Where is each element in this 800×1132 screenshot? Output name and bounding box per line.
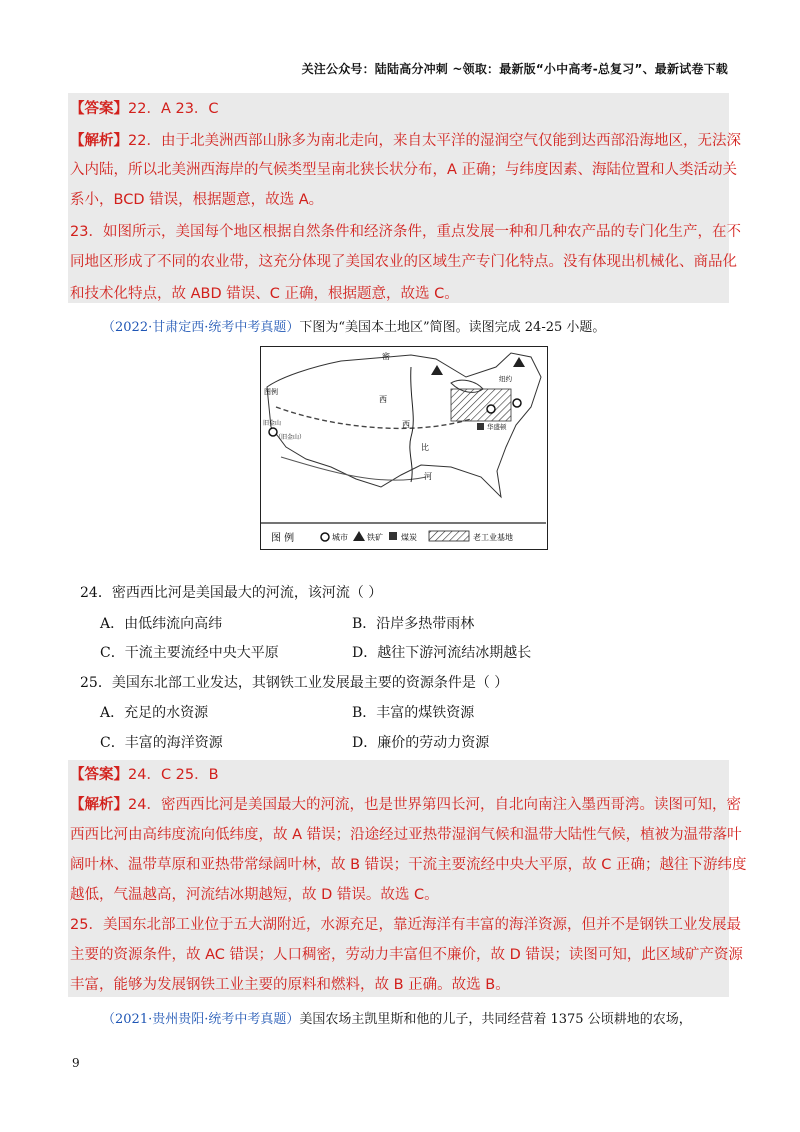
question-source — [102, 316, 605, 335]
city-icon — [321, 533, 329, 541]
iron-icon — [431, 365, 443, 375]
map-label: 密 — [382, 352, 390, 361]
option-C[interactable]: C．丰富的海洋资源 — [100, 735, 223, 751]
analysis-line: 阔叶林、温带草原和亚热带常绿阔叶林，故 B 错误；干流主要流经中央大平原，故 C 正确；越往下游纬度 — [70, 857, 747, 873]
option-B[interactable]: B．丰富的煤铁资源 — [352, 705, 475, 721]
mississippi-river — [410, 367, 413, 482]
city-label-west: 旧金山 — [263, 420, 282, 427]
border-line — [276, 407, 471, 428]
coal-icon — [477, 423, 484, 430]
legend-base: 老工业基地 — [473, 533, 513, 542]
analysis-text: 22．由于北美洲西部山脉多为南北走向，来自太平洋的湿润空气仅能到达西部沿海地区，无法深 — [128, 133, 741, 149]
analysis-tag: 【解析】 — [70, 133, 128, 149]
answer-line — [70, 763, 730, 784]
analysis-line: 同地区形成了不同的农业带，这充分体现了美国农业的区域生产专门化特点。没有体现出机械化、商品化 — [70, 254, 737, 270]
source-tag: （2021·贵州贵阳·统考中考真题） — [102, 1012, 300, 1027]
legend-city: 城市 — [332, 533, 348, 542]
source-tag: （2022·甘肃定西·统考中考真题） — [102, 320, 300, 335]
border-line — [281, 457, 426, 480]
analysis-text: 24．密西西比河是美国最大的河流，也是世界第四长河，自北向南注入墨西哥湾。读图可知，密 — [128, 797, 741, 813]
analysis-line: 主要的资源条件，故 AC 错误；人口稠密，劳动力丰富但不廉价，故 D 错误；读图可知，此区域矿产资源 — [70, 947, 743, 963]
analysis-line: 和技术化特点，故 ABD 错误、C 正确，根据题意，故选 C。 — [70, 286, 459, 302]
option-A[interactable]: A．充足的水资源 — [100, 705, 209, 721]
city-icon — [513, 399, 521, 407]
legend-iron: 铁矿 — [367, 533, 383, 542]
analysis-line: 入内陆，所以北美洲西海岸的气候类型呈南北狭长状分布，A 正确；与纬度因素、海陆位置和人类活动关 — [70, 162, 738, 178]
answer-text: 22．A 23．C — [128, 101, 219, 117]
page-number: 9 — [72, 1056, 80, 1070]
analysis-line — [70, 129, 741, 150]
answer-line — [70, 97, 730, 118]
analysis-line: 23．如图所示，美国每个地区根据自然条件和经济条件，重点发展一种和几种农产品的专门化生产，在不 — [70, 224, 741, 240]
analysis-line: 25．美国东北部工业位于五大湖附近，水源充足，靠近海洋有丰富的海洋资源，但并不是钢铁工业发展最 — [70, 917, 741, 933]
question-24-stem: 24．密西西比河是美国最大的河流，该河流（ ） — [80, 585, 383, 601]
us-map-drawing — [261, 347, 546, 548]
iron-icon — [353, 531, 365, 541]
city-label-dc: 华盛顿 — [487, 423, 507, 431]
iron-icon — [513, 357, 525, 367]
analysis-line: 系小，BCD 错误，根据题意，故选 A。 — [70, 192, 324, 208]
map-label: 西 — [379, 395, 387, 404]
industrial-base-swatch — [429, 531, 469, 541]
map-label: 比 — [421, 443, 429, 452]
inset-legend-label: 图例 — [264, 388, 278, 396]
option-A[interactable]: A．由低纬流向高纬 — [100, 616, 223, 632]
answer-tag: 【答案】 — [70, 767, 128, 783]
us-map-figure — [260, 346, 548, 550]
map-label: 西 — [402, 420, 410, 429]
city-label-west-sub: （旧金山） — [275, 434, 306, 441]
analysis-line: 西西比河由高纬度流向低纬度，故 A 错误；沿途经过亚热带湿润气候和温带大陆性气候，植被为温带落叶 — [70, 827, 742, 843]
option-D[interactable]: D．廉价的劳动力资源 — [352, 735, 490, 751]
industrial-base-area — [451, 389, 511, 421]
analysis-line: 丰富，能够为发展钢铁工业主要的原料和燃料，故 B 正确。故选 B。 — [70, 977, 510, 993]
source-text: 下图为“美国本土地区”简图。读图完成 24-25 小题。 — [299, 320, 606, 335]
map-label: 河 — [424, 472, 432, 481]
coal-icon — [389, 532, 397, 540]
source-text: 美国农场主凯里斯和他的儿子，共同经营着 1375 公顷耕地的农场， — [299, 1012, 692, 1027]
city-label-ny: 纽约 — [499, 375, 512, 383]
option-B[interactable]: B．沿岸多热带雨林 — [352, 616, 475, 632]
question-25-stem: 25．美国东北部工业发达，其钢铁工业发展最主要的资源条件是（ ） — [80, 675, 509, 691]
answer-text: 24．C 25．B — [128, 767, 219, 783]
legend-title: 图 例 — [271, 533, 295, 544]
city-icon — [487, 405, 495, 413]
question-source — [102, 1008, 692, 1027]
legend-coal: 煤炭 — [401, 533, 417, 542]
analysis-tag: 【解析】 — [70, 797, 128, 813]
answer-tag: 【答案】 — [70, 101, 128, 117]
analysis-line — [70, 793, 741, 814]
analysis-line: 越低，气温越高，河流结冰期越短，故 D 错误。故选 C。 — [70, 887, 439, 903]
option-C[interactable]: C．干流主要流经中央大平原 — [100, 645, 279, 661]
option-D[interactable]: D．越往下游河流结冰期越长 — [352, 645, 532, 661]
page-header: 关注公众号：陆陆高分冲刺 ~领取：最新版“小中高考-总复习”、最新试卷下载 — [301, 62, 728, 76]
